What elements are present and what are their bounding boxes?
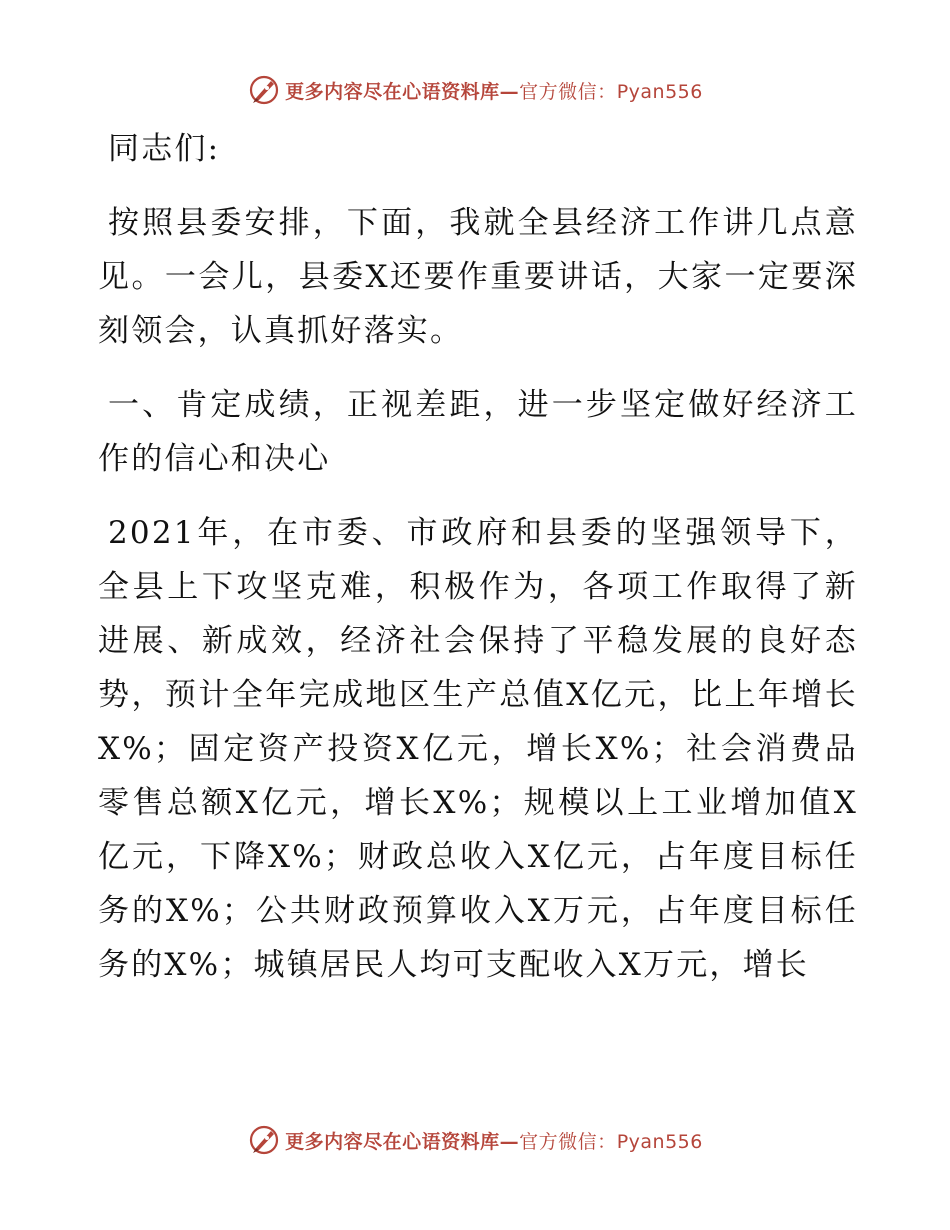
quill-pen-logo-icon — [247, 73, 281, 107]
watermark-official-label: 官方微信： — [519, 1130, 617, 1153]
watermark-dash: — — [499, 1130, 520, 1153]
section-heading: 一、肯定成绩，正视差距，进一步坚定做好经济工作的信心和决心 — [98, 387, 858, 477]
intro-paragraph: 按照县委安排，下面，我就全县经济工作讲几点意见。一会儿，县委X还要作重要讲话，大家一定要深刻领会，认真抓好落实。 — [98, 205, 858, 349]
watermark-dash: — — [499, 80, 520, 103]
quill-pen-logo-icon — [247, 1123, 281, 1157]
watermark-wechat-id: Pyan556 — [616, 80, 703, 103]
watermark-official-label: 官方微信： — [519, 80, 617, 103]
watermark-wechat-id: Pyan556 — [616, 1130, 703, 1153]
footer-watermark — [0, 1120, 950, 1160]
watermark-main-text: 更多内容尽在心语资料库 — [285, 1130, 500, 1153]
watermark-main-text: 更多内容尽在心语资料库 — [285, 80, 500, 103]
body-paragraph: 2021年，在市委、市政府和县委的坚强领导下，全县上下攻坚克难，积极作为，各项工作取得了新进展、新成效，经济社会保持了平稳发展的良好态势，预计全年完成地区生产总值X亿元，比上年增长X%；固定资产投资X亿元，增长X%；社会消费品零售总额X亿元，增长X%；规模以上工业增加值X亿元，下降X%；财政总收入X亿元，占年度目标任务的X%；公共财政预算收入X万元，占年度目标任务的X%；城镇居民人均可支配收入X万元，增长 — [98, 515, 858, 983]
salutation: 同志们: — [108, 131, 221, 167]
header-watermark — [0, 70, 950, 110]
document-body — [98, 122, 858, 992]
